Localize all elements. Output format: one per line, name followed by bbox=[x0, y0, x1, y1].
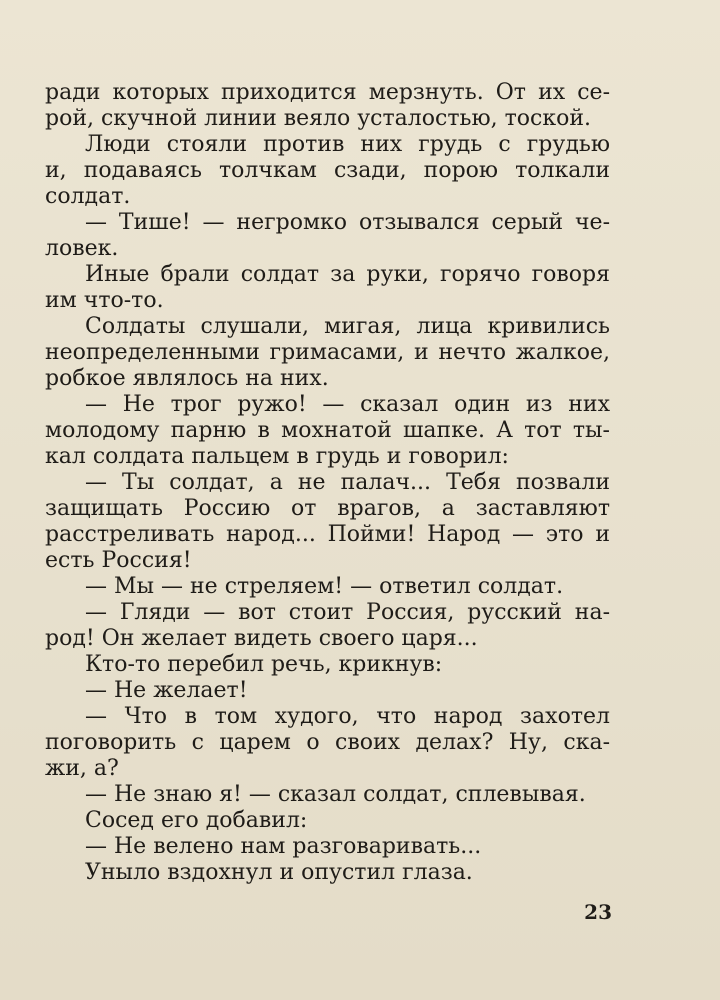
paragraph bbox=[45, 392, 610, 470]
paragraph bbox=[45, 652, 610, 678]
paragraph bbox=[45, 210, 610, 262]
paragraph bbox=[45, 834, 610, 860]
text-line: — Гляди — вот стоит Россия, русский на- bbox=[85, 600, 610, 625]
text-line: им что-то. bbox=[45, 288, 164, 313]
text-line: — Не желает! bbox=[85, 678, 248, 703]
text-line: Солдаты слушали, мигая, лица кривились bbox=[85, 314, 610, 339]
text-line: защищать Россию от врагов, а заставляют bbox=[45, 496, 610, 521]
text-line: кал солдата пальцем в грудь и говорил: bbox=[45, 444, 509, 469]
text-line: поговорить с царем о своих делах? Ну, ска- bbox=[45, 730, 610, 755]
text-line: Сосед его добавил: bbox=[85, 808, 308, 833]
text-line: Уныло вздохнул и опустил глаза. bbox=[85, 860, 473, 885]
paragraph bbox=[45, 600, 610, 652]
text-line: ради которых приходится мерзнуть. От их се- bbox=[45, 80, 610, 105]
body-text bbox=[45, 80, 610, 886]
paragraph bbox=[45, 678, 610, 704]
paragraph bbox=[45, 80, 610, 132]
text-line: — Не трог ружо! — сказал один из них bbox=[85, 392, 610, 417]
text-line: ловек. bbox=[45, 236, 119, 261]
paragraph bbox=[45, 314, 610, 392]
text-line: Люди стояли против них грудь с грудью bbox=[85, 132, 610, 157]
text-line: — Не велено нам разговаривать... bbox=[85, 834, 482, 859]
text-line: и, подаваясь толчкам сзади, порою толкали bbox=[45, 158, 610, 183]
text-line: Кто-то перебил речь, крикнув: bbox=[85, 652, 443, 677]
paragraph bbox=[45, 860, 610, 886]
paragraph bbox=[45, 782, 610, 808]
text-line: есть Россия! bbox=[45, 548, 192, 573]
text-line: Иные брали солдат за руки, горячо говоря bbox=[85, 262, 610, 287]
text-line: рой, скучной линии веяло усталостью, тоской. bbox=[45, 106, 591, 131]
text-line: робкое являлось на них. bbox=[45, 366, 329, 391]
text-line: род! Он желает видеть своего царя... bbox=[45, 626, 478, 651]
text-line: — Ты солдат, а не палач... Тебя позвали bbox=[85, 470, 610, 495]
paragraph bbox=[45, 574, 610, 600]
paragraph bbox=[45, 132, 610, 210]
page-number: 23 bbox=[584, 900, 612, 924]
text-line: жи, а? bbox=[45, 756, 119, 781]
text-line: расстреливать народ... Пойми! Народ — это и bbox=[45, 522, 610, 547]
paragraph bbox=[45, 470, 610, 574]
text-line: — Не знаю я! — сказал солдат, сплевывая. bbox=[85, 782, 586, 807]
paragraph bbox=[45, 704, 610, 782]
paragraph bbox=[45, 808, 610, 834]
text-line: неопределенными гримасами, и нечто жалкое, bbox=[45, 340, 610, 365]
text-line: молодому парню в мохнатой шапке. А тот ты- bbox=[45, 418, 610, 443]
paragraph bbox=[45, 262, 610, 314]
text-line: солдат. bbox=[45, 184, 131, 209]
text-line: — Мы — не стреляем! — ответил солдат. bbox=[85, 574, 564, 599]
text-line: — Что в том худого, что народ захотел bbox=[85, 704, 610, 729]
text-line: — Тише! — негромко отзывался серый че- bbox=[85, 210, 610, 235]
